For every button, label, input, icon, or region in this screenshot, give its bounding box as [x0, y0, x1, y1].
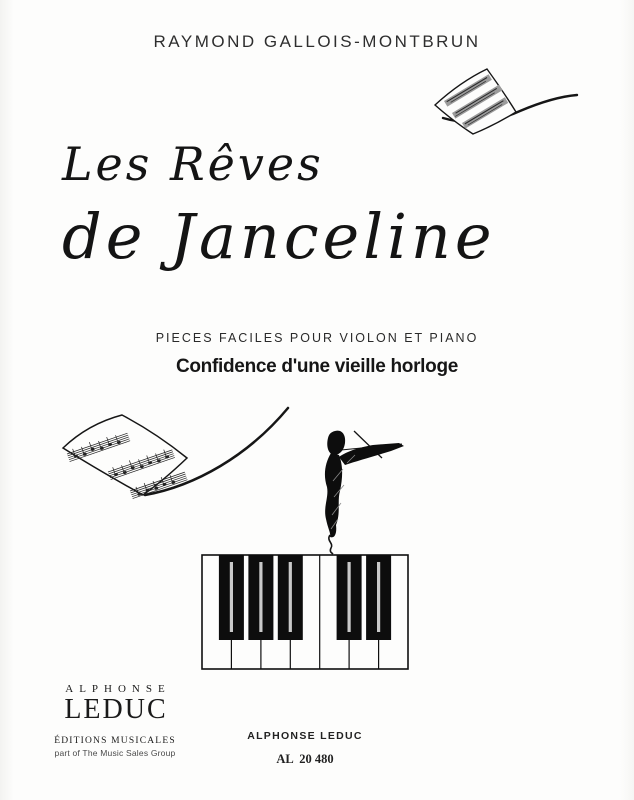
- flying-music-sheet-icon: [425, 55, 595, 147]
- publisher-logo-group: part of The Music Sales Group: [54, 748, 176, 758]
- publisher-logo: [32, 683, 198, 758]
- piece-title: Confidence d'une vieille horloge: [175, 356, 459, 377]
- publisher-logo-alphonse: ALPHONSE: [65, 683, 171, 695]
- publisher-logo-editions: ÉDITIONS MUSICALES: [54, 736, 176, 746]
- piano-keyboard-icon: [202, 555, 408, 669]
- collection-subtitle: PIECES FACILES POUR VIOLON ET PIANO: [155, 331, 479, 345]
- title-line-1: Les Rêves: [62, 137, 324, 191]
- violinist-on-keyboard-illustration: [195, 425, 425, 680]
- violinist-silhouette-icon: [325, 431, 404, 554]
- composer-name: RAYMOND GALLOIS-MONTBRUN: [153, 32, 481, 51]
- publisher-logo-leduc: LEDUC: [64, 694, 168, 725]
- title-line-2: de Janceline: [62, 200, 496, 273]
- publisher-imprint: ALPHONSE LEDUC: [247, 730, 363, 742]
- plate-number: AL 20 480: [276, 752, 334, 766]
